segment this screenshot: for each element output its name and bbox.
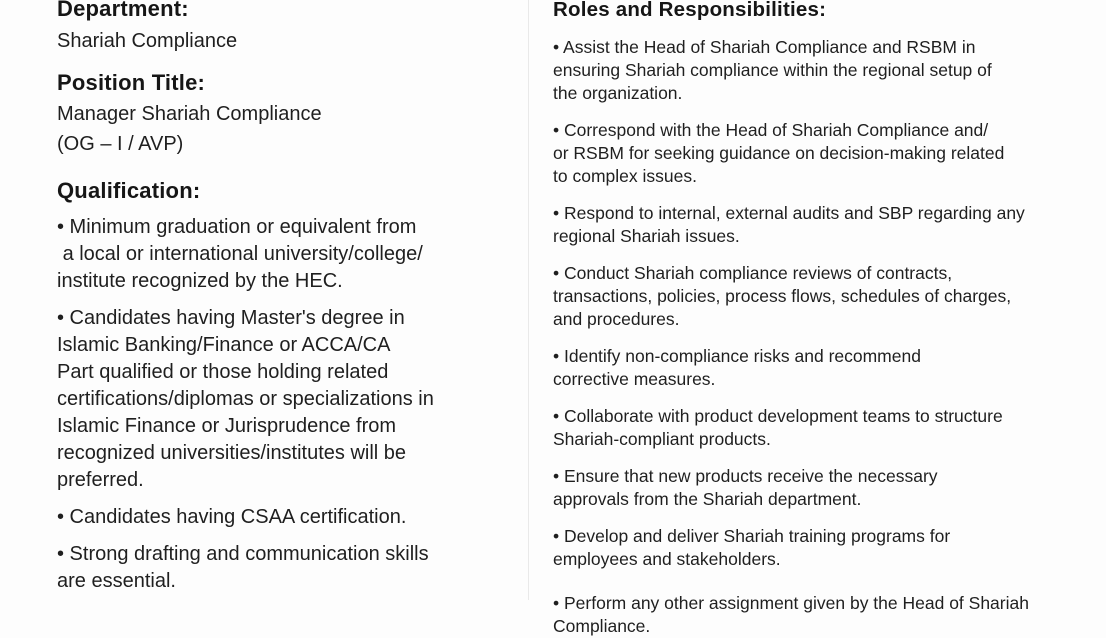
qualification-bullet: • Strong drafting and communication skills are essential. <box>57 543 429 592</box>
roles-bullet: • Ensure that new products receive the necessary approvals from the Shariah department. <box>553 466 938 509</box>
column-divider <box>528 0 529 600</box>
left-column <box>57 0 519 595</box>
roles-bullet: • Correspond with the Head of Shariah Compliance and/ or RSBM for seeking guidance on decision-making related to complex issues. <box>553 120 1005 186</box>
clipped-text-line: • Perform any other assignment given by the Head of Shariah Compliance. <box>553 593 1034 636</box>
qualification-bullet: • Candidates having CSAA certification. <box>57 506 407 528</box>
position-title-value: Manager Shariah Compliance (OG – I / AVP) <box>57 103 322 155</box>
roles-bullet: • Conduct Shariah compliance reviews of contracts, transactions, policies, process flows, schedules of charges, and procedures. <box>553 263 1012 329</box>
qualification-bullet: • Minimum graduation or equivalent from a local or international university/college/ institute recognized by the HEC. <box>57 216 423 292</box>
roles-bullet: • Assist the Head of Shariah Compliance and RSBM in ensuring Shariah compliance within the regional setup of the organization. <box>553 37 992 103</box>
department-value: Shariah Compliance <box>57 30 238 52</box>
roles-bullet: • Identify non-compliance risks and recommend corrective measures. <box>553 346 921 389</box>
roles-bullet: • Respond to internal, external audits and SBP regarding any regional Shariah issues. <box>553 203 1025 246</box>
qualification-bullet: • Candidates having Master's degree in Islamic Banking/Finance or ACCA/CA Part qualified or those holding related certifications/diplomas or specializations in Islamic Finance or Jurisprudence from recognized universities/institutes will be preferred. <box>57 307 434 491</box>
department-heading: Department: <box>57 0 189 21</box>
qualification-heading: Qualification: <box>57 178 201 203</box>
right-column <box>553 0 1101 638</box>
roles-heading: Roles and Responsibilities: <box>553 0 827 21</box>
roles-bullet: • Collaborate with product development teams to structure Shariah-compliant products. <box>553 406 1003 449</box>
roles-bullet: • Develop and deliver Shariah training programs for employees and stakeholders. <box>553 526 951 569</box>
position-title-heading: Position Title: <box>57 70 206 95</box>
